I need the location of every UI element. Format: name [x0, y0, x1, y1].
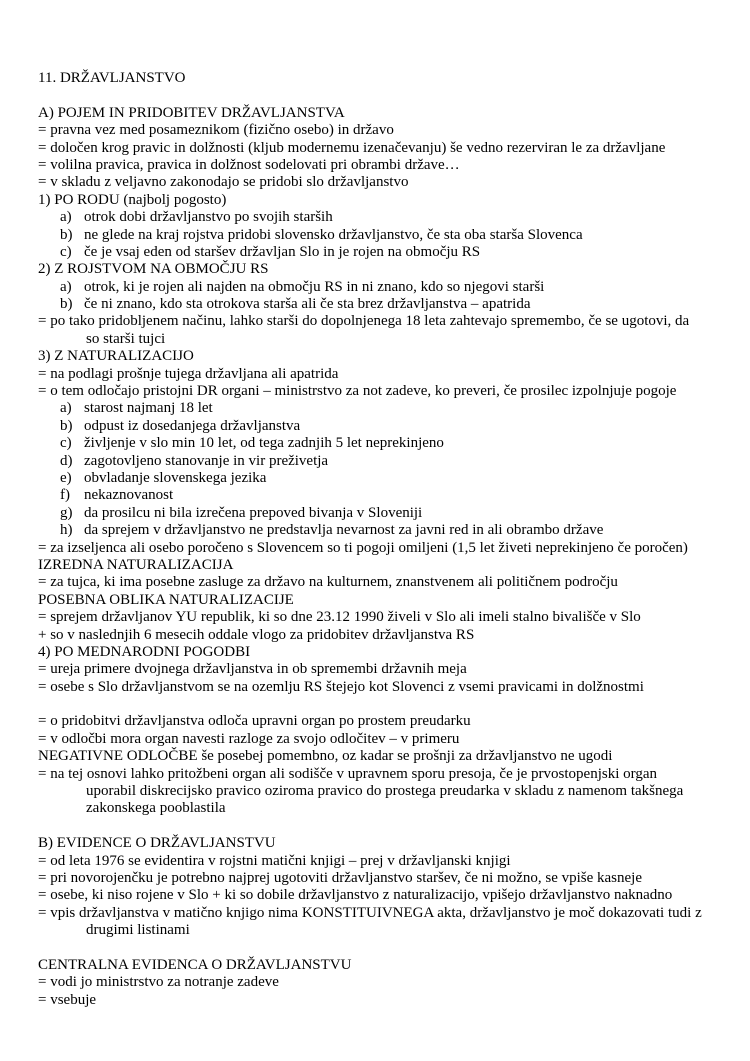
text-line: [38, 140, 728, 157]
line-text: A) POJEM IN PRIDOBITEV DRŽAVLJANSTVA: [38, 104, 345, 121]
text-line: [38, 835, 728, 852]
continuation-line: [38, 800, 728, 817]
line-text: = pravna vez med posameznikom (fizično osebo) in državo: [38, 122, 394, 139]
line-text: = sprejem državljanov YU republik, ki so dne 23.12 1990 živeli v Slo ali imeli stalno bivališče v Slo: [38, 609, 641, 626]
line-text: = vsebuje: [38, 991, 97, 1008]
list-marker: b): [60, 417, 73, 434]
list-item: [38, 418, 728, 435]
line-text: = po tako pridobljenem načinu, lahko starši do dopolnjenega 18 leta zahtevajo spremembo, če se ugotovi, da: [38, 313, 690, 330]
text-line: [38, 557, 728, 574]
text-line: [38, 348, 728, 365]
text-line: [38, 366, 728, 383]
text-line: [38, 313, 728, 330]
line-text: so starši tujci: [86, 330, 166, 347]
line-text: drugimi listinami: [86, 922, 190, 939]
list-marker: g): [60, 504, 73, 521]
blank-line: [38, 940, 728, 957]
line-text: NEGATIVNE ODLOČBE še posebej pomembno, oz kadar se prošnji za državljanstvo ne ugodi: [38, 748, 613, 765]
line-text: odpust iz dosedanjega državljanstva: [84, 417, 301, 434]
line-text: + so v naslednjih 6 mesecih oddale vlogo za pridobitev državljanstva RS: [38, 626, 475, 643]
text-line: [38, 540, 728, 557]
text-line: [38, 974, 728, 991]
continuation-line: [38, 922, 728, 939]
list-item: [38, 400, 728, 417]
text-line: [38, 731, 728, 748]
line-text: 3) Z NATURALIZACIJO: [38, 348, 194, 365]
line-text: = na podlagi prošnje tujega državljana ali apatrida: [38, 365, 339, 382]
text-line: [38, 905, 728, 922]
line-text: = osebe s Slo državljanstvom se na ozemlju RS štejejo kot Slovenci z vsemi pravicami in dolžnostmi: [38, 678, 644, 695]
list-item: [38, 209, 728, 226]
line-text: da prosilcu ni bila izrečena prepoved bivanja v Sloveniji: [84, 504, 423, 521]
text-line: [38, 70, 728, 87]
line-text: 11. DRŽAVLJANSTVO: [38, 70, 186, 86]
text-line: [38, 174, 728, 191]
line-text: otrok, ki je rojen ali najden na območju RS in ni znano, kdo so njegovi starši: [84, 278, 545, 295]
line-text: 1) PO RODU (najbolj pogosto): [38, 191, 227, 208]
list-marker: b): [60, 226, 73, 243]
text-line: [38, 627, 728, 644]
text-line: [38, 887, 728, 904]
line-text: = ureja primere dvojnega državljanstva in ob spremembi državnih meja: [38, 661, 467, 678]
line-text: če je vsaj eden od staršev državljan Slo in je rojen na območju RS: [84, 243, 481, 260]
continuation-line: [38, 783, 728, 800]
line-text: = za tujca, ki ima posebne zasluge za državo na kulturnem, znanstvenem ali političnem področju: [38, 574, 618, 591]
line-text: = o tem odločajo pristojni DR organi – ministrstvo za not zadeve, ko preveri, če prosilec izpolnjuje pogoje: [38, 383, 677, 400]
line-text: = vodi jo ministrstvo za notranje zadeve: [38, 974, 279, 991]
text-line: [38, 679, 728, 696]
list-marker: a): [60, 209, 72, 226]
line-text: = za izseljenca ali osebo poročeno s Slovencem so ti pogoji omiljeni (1,5 let živeti neprekinjeno če poročen): [38, 539, 688, 556]
list-marker: h): [60, 522, 73, 539]
list-marker: e): [60, 469, 72, 486]
list-item: [38, 505, 728, 522]
list-marker: a): [60, 278, 72, 295]
text-line: [38, 870, 728, 887]
line-text: če ni znano, kdo sta otrokova starša ali če sta brez državljanstva – apatrida: [84, 296, 531, 313]
line-text: uporabil diskrecijsko pravico oziroma pravico do prostega preudarka v skladu z namenom takšnega: [86, 783, 684, 800]
text-line: [38, 853, 728, 870]
text-line: [38, 992, 728, 1009]
text-line: [38, 644, 728, 661]
line-text: = o pridobitvi državljanstva odloča upravni organ po prostem preudarku: [38, 713, 471, 730]
list-item: [38, 279, 728, 296]
line-text: otrok dobi državljanstvo po svojih starših: [84, 209, 333, 226]
line-text: nekaznovanost: [84, 487, 174, 504]
line-text: = določen krog pravic in dolžnosti (kljub modernemu izenačevanju) še vedno rezerviran le za državljane: [38, 139, 666, 156]
line-text: = volilna pravica, pravica in dolžnost sodelovati pri obrambi države…: [38, 156, 460, 173]
text-line: [38, 609, 728, 626]
line-text: življenje v slo min 10 let, od tega zadnjih 5 let neprekinjeno: [84, 435, 444, 452]
line-text: = v skladu z veljavno zakonodajo se pridobi slo državljanstvo: [38, 174, 409, 191]
list-item: [38, 227, 728, 244]
text-line: [38, 592, 728, 609]
text-line: [38, 748, 728, 765]
blank-line: [38, 87, 728, 104]
line-text: 4) PO MEDNARODNI POGODBI: [38, 643, 251, 660]
list-item: [38, 453, 728, 470]
list-item: [38, 470, 728, 487]
line-text: zagotovljeno stanovanje in vir preživetja: [84, 452, 329, 469]
list-marker: c): [60, 243, 72, 260]
line-text: IZREDNA NATURALIZACIJA: [38, 556, 234, 573]
text-line: [38, 157, 728, 174]
list-marker: f): [60, 487, 70, 504]
line-text: zakonskega pooblastila: [86, 800, 226, 817]
text-line: [38, 574, 728, 591]
text-line: [38, 122, 728, 139]
list-marker: d): [60, 452, 73, 469]
blank-line: [38, 818, 728, 835]
text-line: [38, 383, 728, 400]
line-text: = vpis državljanstva v matično knjigo nima KONSTITUIVNEGA akta, državljanstvo je moč dokazovati tudi z: [38, 904, 702, 921]
list-item: [38, 296, 728, 313]
line-text: starost najmanj 18 let: [84, 400, 213, 417]
text-line: [38, 105, 728, 122]
text-line: [38, 766, 728, 783]
line-text: = pri novorojenčku je potrebno najprej ugotoviti državljanstvo staršev, če ni možno, se vpiše kasneje: [38, 869, 642, 886]
line-text: da sprejem v državljanstvo ne predstavlja nevarnost za javni red in ali obrambo države: [84, 522, 604, 539]
line-text: ne glede na kraj rojstva pridobi slovensko državljanstvo, če sta oba starša Slovenca: [84, 226, 583, 243]
line-text: obvladanje slovenskega jezika: [84, 469, 267, 486]
list-marker: a): [60, 400, 72, 417]
text-line: [38, 192, 728, 209]
line-text: = osebe, ki niso rojene v Slo + ki so dobile državljanstvo z naturalizacijo, vpišejo državljanstvo naknadno: [38, 887, 673, 904]
line-text: CENTRALNA EVIDENCA O DRŽAVLJANSTVU: [38, 956, 352, 973]
text-line: [38, 661, 728, 678]
line-text: POSEBNA OBLIKA NATURALIZACIJE: [38, 591, 294, 608]
line-text: B) EVIDENCE O DRŽAVLJANSTVU: [38, 835, 276, 852]
line-text: = od leta 1976 se evidentira v rojstni matični knjigi – prej v državljanski knjigi: [38, 852, 511, 869]
list-item: [38, 487, 728, 504]
text-line: [38, 713, 728, 730]
line-text: = v odločbi mora organ navesti razloge za svojo odločitev – v primeru: [38, 730, 460, 747]
line-text: 2) Z ROJSTVOM NA OBMOČJU RS: [38, 261, 269, 278]
continuation-line: [38, 331, 728, 348]
text-line: [38, 957, 728, 974]
line-text: = na tej osnovi lahko pritožbeni organ ali sodišče v upravnem sporu presoja, če je prvostopenjski organ: [38, 765, 658, 782]
list-marker: c): [60, 435, 72, 452]
list-item: [38, 435, 728, 452]
blank-line: [38, 696, 728, 713]
list-marker: b): [60, 296, 73, 313]
document-page: [38, 70, 728, 1009]
list-item: [38, 522, 728, 539]
list-item: [38, 244, 728, 261]
text-line: [38, 261, 728, 278]
